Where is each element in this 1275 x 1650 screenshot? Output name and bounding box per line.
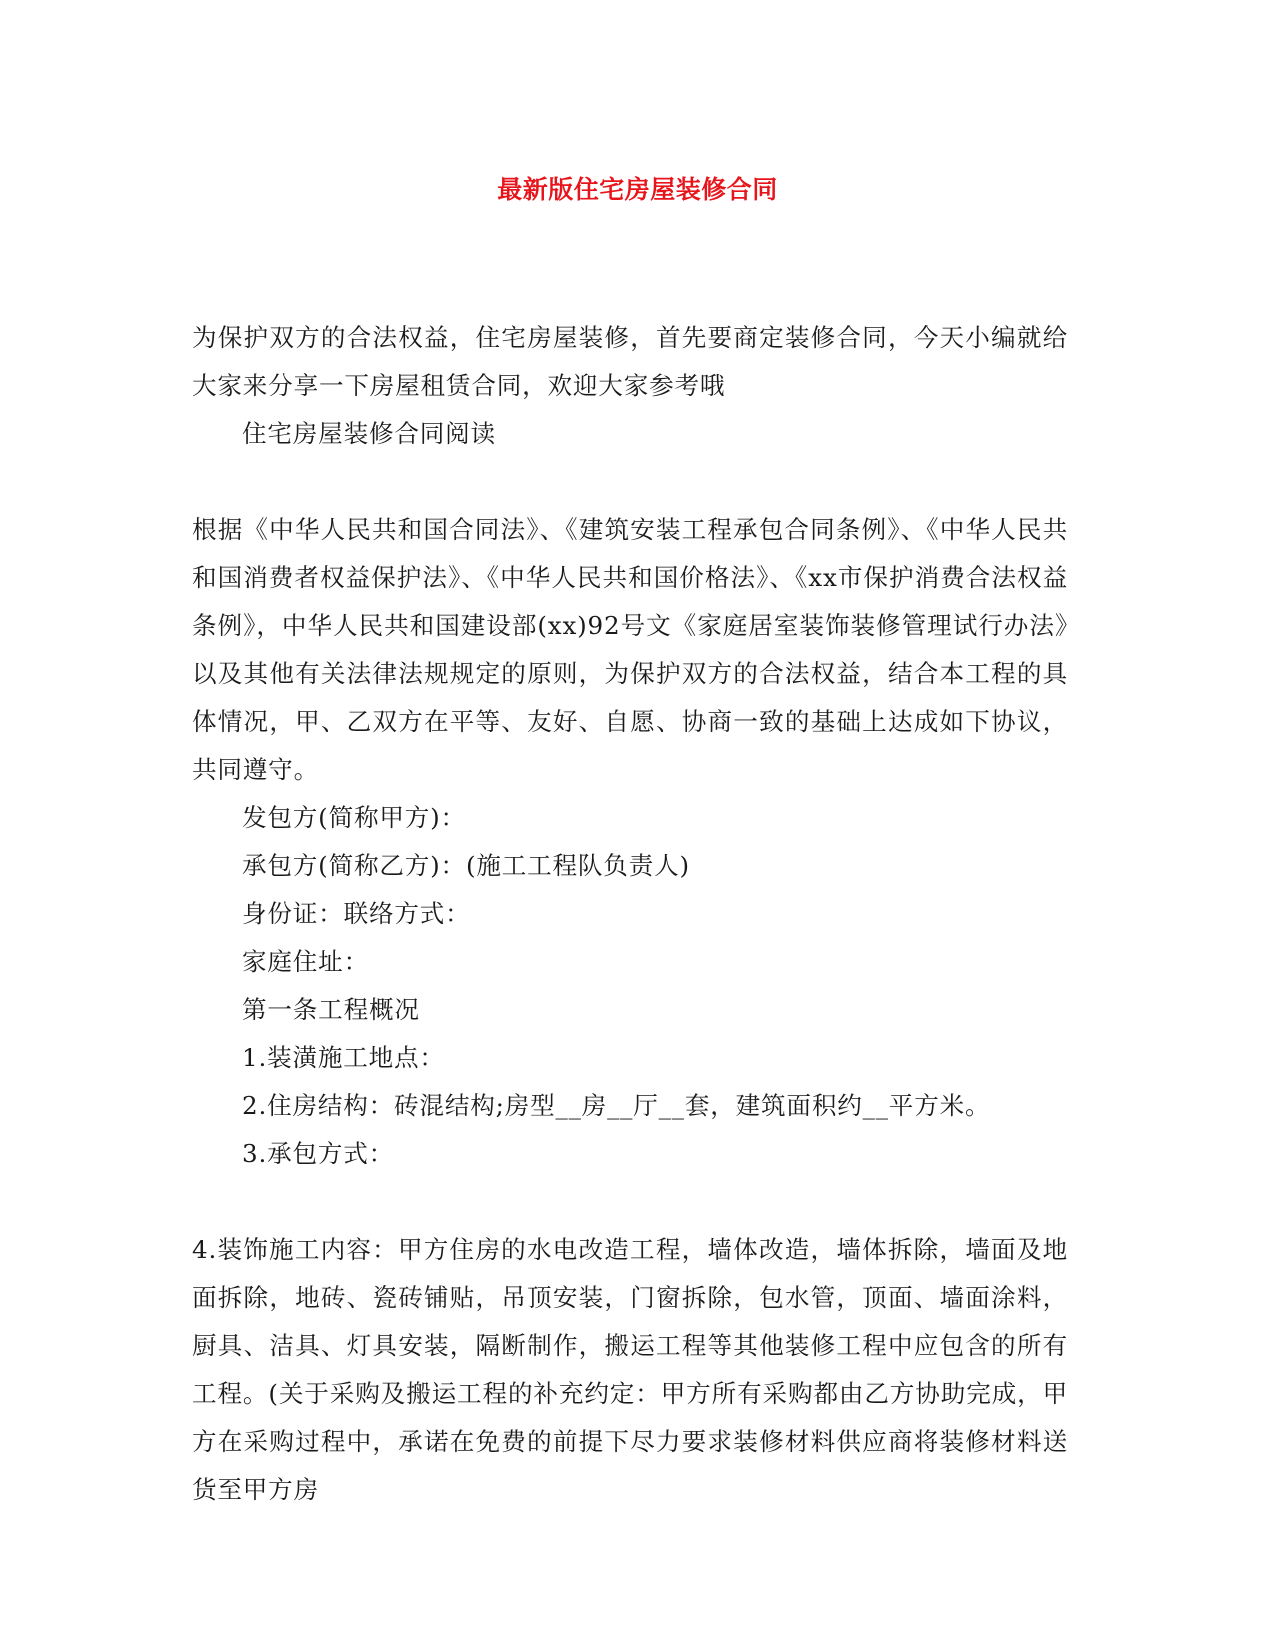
address-line: 家庭住址： — [242, 947, 369, 976]
item-3: 3.承包方式： — [242, 1139, 395, 1168]
item-4: 4.装饰施工内容：甲方住房的水电改造工程，墙体改造，墙体拆除，墙面及地面拆除，地砖、瓷砖铺贴，吊顶安装，门窗拆除，包水管，顶面、墙面涂料，厨具、洁具、灯具安装，隔断制作，搬运工程等其他装修工程中应包含的所有工程。(关于采购及搬运工程的补充约定：甲方所有采购都由乙方协助完成，甲方在采购过程中，承诺在免费的前提下尽力要求装修材料供应商将装修材料送货至甲方房 — [192, 1235, 1068, 1504]
party-a-line: 发包方(简称甲方)： — [242, 803, 466, 832]
party-b-line: 承包方(简称乙方)：(施工工程队负责人) — [242, 851, 690, 880]
intro-paragraph: 为保护双方的合法权益，住宅房屋装修，首先要商定装修合同，今天小编就给大家来分享一下房屋租赁合同，欢迎大家参考哦 — [192, 323, 1068, 400]
id-contact-line: 身份证：联络方式： — [242, 899, 471, 928]
paragraph-gap — [192, 458, 1068, 506]
subheading: 住宅房屋装修合同阅读 — [242, 419, 496, 448]
preamble-paragraph: 根据《中华人民共和国合同法》、《建筑安装工程承包合同条例》、《中华人民共和国消费者权益保护法》、《中华人民共和国价格法》、《xx市保护消费合法权益条例》，中华人民共和国建设部(xx)92号文《家庭居室装饰装修管理试行办法》以及其他有关法律法规规定的原则，为保护双方的合法权益，结合本工程的具体情况，甲、乙双方在平等、友好、自愿、协商一致的基础上达成如下协议，共同遵守。 — [192, 515, 1068, 784]
document-body — [192, 314, 1068, 1514]
item-2: 2.住房结构：砖混结构;房型__房__厅__套，建筑面积约__平方米。 — [242, 1091, 991, 1120]
item-1: 1.装潢施工地点： — [242, 1043, 445, 1072]
paragraph-gap — [192, 1178, 1068, 1226]
document-title: 最新版住宅房屋装修合同 — [497, 175, 778, 204]
article-1-heading: 第一条工程概况 — [242, 995, 420, 1024]
